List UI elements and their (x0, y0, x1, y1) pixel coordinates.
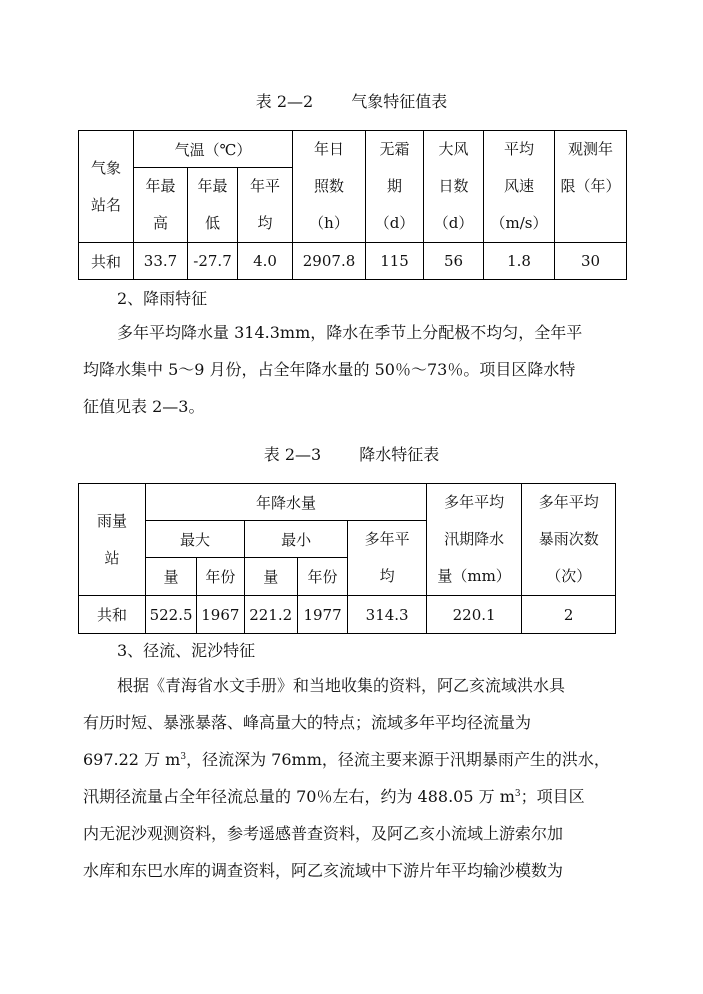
climate-table (78, 130, 627, 280)
sunshine-header: 年日 照数 （h） (293, 131, 366, 243)
caption-number: 表 2—2 (255, 92, 314, 111)
rain-station-header: 雨量 站 (79, 484, 146, 596)
max-year-header: 年份 (196, 558, 244, 596)
table-row: 共和 522.5 1967 221.2 1977 314.3 220.1 2 (79, 596, 616, 634)
multi-year-avg-header: 多年平 均 (348, 521, 426, 596)
table-2-2-caption (0, 92, 703, 112)
temp-avg-header: 年平 均 (238, 168, 293, 243)
caption-number: 表 2—3 (263, 445, 322, 464)
precipitation-table (78, 483, 616, 634)
frost-free-header: 无霜 期 （d） (366, 131, 424, 243)
temperature-group-header: 气温（℃） (134, 131, 293, 168)
rainfall-paragraph: 多年平均降水量 314.3mm，降水在季节上分配极不均匀，全年平 均降水集中 5～9 月份，占全年降水量的 50％～73％。项目区降水特 征值见表 2—3。 (83, 323, 583, 416)
observation-years-header: 观测年 限（年） (555, 131, 627, 243)
caption-title: 降水特征表 (359, 445, 440, 464)
flood-season-precip-header: 多年平均 汛期降水 量（mm） (426, 484, 522, 596)
max-amount-header: 量 (146, 558, 197, 596)
temp-max-header: 年最 高 (134, 168, 188, 243)
runoff-paragraph: 根据《青海省水文手册》和当地收集的资料，阿乙亥流域洪水具 有历时短、暴涨暴落、峰高量大的特点；流域多年平均径流量为 697.22 万 $m^3$，径流深为 76mm，径流主要来源于汛期暴雨产生的洪水， 汛期径流量占全年径流总量的 70％左右，约为 488.05 万 $m^3$；项目区 内无泥沙观测资料，参考遥感普查资料，及阿乙亥小流域上游索尔加 水库和东巴水库的调查资料，阿乙亥流域中下游片年平均输沙模数为 (83, 676, 610, 880)
min-year-header: 年份 (297, 558, 348, 596)
temp-min-header: 年最 低 (188, 168, 238, 243)
table-2-3-caption (0, 445, 703, 465)
storm-count-header: 多年平均 暴雨次数 （次） (522, 484, 616, 596)
section-heading: 2、降雨特征 (117, 289, 208, 308)
caption-title: 气象特征值表 (351, 92, 448, 111)
wind-speed-header: 平均 风速 （m/s） (484, 131, 555, 243)
min-header: 最小 (244, 521, 348, 558)
section-heading: 3、径流、泥沙特征 (117, 641, 256, 660)
min-amount-header: 量 (244, 558, 297, 596)
annual-precip-group-header: 年降水量 (146, 484, 427, 521)
station-header: 气象 站名 (79, 131, 134, 243)
gale-days-header: 大风 日数 （d） (424, 131, 484, 243)
table-row: 共和 33.7 -27.7 4.0 2907.8 115 56 1.8 30 (79, 243, 627, 280)
max-header: 最大 (146, 521, 245, 558)
